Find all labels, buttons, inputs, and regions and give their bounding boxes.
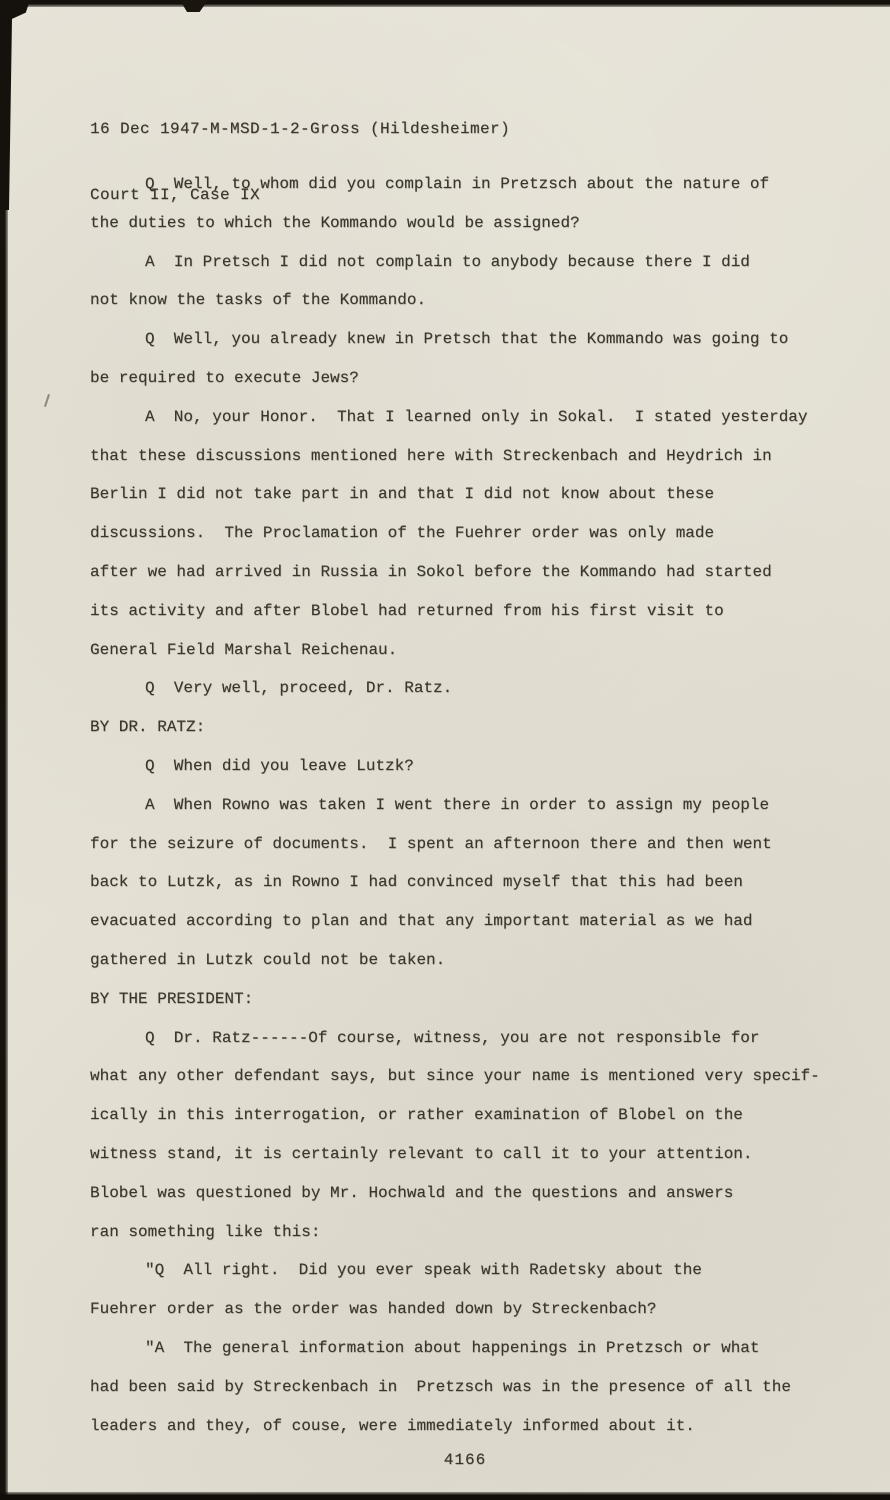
header-court-line: Court II, Case IX: [90, 186, 261, 204]
transcript-line: after we had arrived in Russia in Sokol before the Kommando had started: [90, 562, 772, 581]
transcript-line: A No, your Honor. That I learned only in Sokal. I stated yesterday: [145, 407, 808, 426]
transcript-line: ran something like this:: [90, 1222, 321, 1241]
transcript-line: A In Pretsch I did not complain to anybody because there I did: [145, 252, 750, 271]
transcript-line: what any other defendant says, but since your name is mentioned very specif-: [90, 1067, 820, 1086]
header-date-line: 16 Dec 1947-M-MSD-1-2-Gross (Hildesheimer): [90, 120, 511, 138]
transcript-line: that these discussions mentioned here with Streckenbach and Heydrich in: [90, 446, 772, 465]
speaker-line: BY DR. RATZ:: [90, 718, 206, 737]
transcript-line: Berlin I did not take part in and that I did not know about these: [90, 485, 715, 504]
transcript-line: the duties to which the Kommando would be assigned?: [90, 213, 580, 232]
transcript-line: Blobel was questioned by Mr. Hochwald and the questions and answers: [90, 1183, 734, 1202]
transcript-line: discussions. The Proclamation of the Fuehrer order was only made: [90, 524, 715, 543]
scan-corner-top-left: [0, 0, 30, 210]
scan-edge-top: [0, 0, 890, 7]
transcript-line: back to Lutzk, as in Rowno I had convinced myself that this had been: [90, 873, 743, 892]
transcript-body: [90, 165, 840, 1445]
transcript-line: Q Well, you already knew in Pretsch that the Kommando was going to: [145, 330, 789, 349]
scan-edge-left: [0, 0, 8, 1500]
transcript-line: "A The general information about happenings in Pretzsch or what: [145, 1338, 760, 1357]
transcript-line: ically in this interrogation, or rather examination of Blobel on the: [90, 1106, 743, 1125]
transcript-line: Q Very well, proceed, Dr. Ratz.: [145, 679, 453, 698]
transcript-line: Q Dr. Ratz------Of course, witness, you are not responsible for: [145, 1028, 760, 1047]
transcript-line: not know the tasks of the Kommando.: [90, 291, 427, 310]
speaker-line: BY THE PRESIDENT:: [90, 989, 254, 1008]
transcript-line: Q When did you leave Lutzk?: [145, 756, 414, 775]
stray-pen-mark: [44, 394, 50, 407]
transcript-line: leaders and they, of couse, were immediately informed about it.: [90, 1416, 695, 1435]
transcript-line: "Q All right. Did you ever speak with Radetsky about the: [145, 1261, 702, 1280]
transcript-line: for the seizure of documents. I spent an afternoon there and then went: [90, 834, 772, 853]
transcript-line: had been said by Streckenbach in Pretzsch was in the presence of all the: [90, 1377, 791, 1396]
transcript-line: General Field Marshal Reichenau.: [90, 640, 398, 659]
transcript-line: Q Well, to whom did you complain in Pretzsch about the nature of: [145, 175, 770, 193]
transcript-line: witness stand, it is certainly relevant to call it to your attention.: [90, 1144, 753, 1163]
transcript-line: be required to execute Jews?: [90, 368, 359, 387]
scan-edge-bottom: [0, 1492, 890, 1500]
transcript-line: evacuated according to plan and that any important material as we had: [90, 912, 753, 931]
transcript-line: its activity and after Blobel had returned from his first visit to: [90, 601, 724, 620]
transcript-line: gathered in Lutzk could not be taken.: [90, 950, 446, 969]
transcript-line: A When Rowno was taken I went there in order to assign my people: [145, 795, 770, 814]
page-number: 4166: [443, 1451, 487, 1469]
transcript-line: Fuehrer order as the order was handed down by Streckenbach?: [90, 1300, 657, 1319]
